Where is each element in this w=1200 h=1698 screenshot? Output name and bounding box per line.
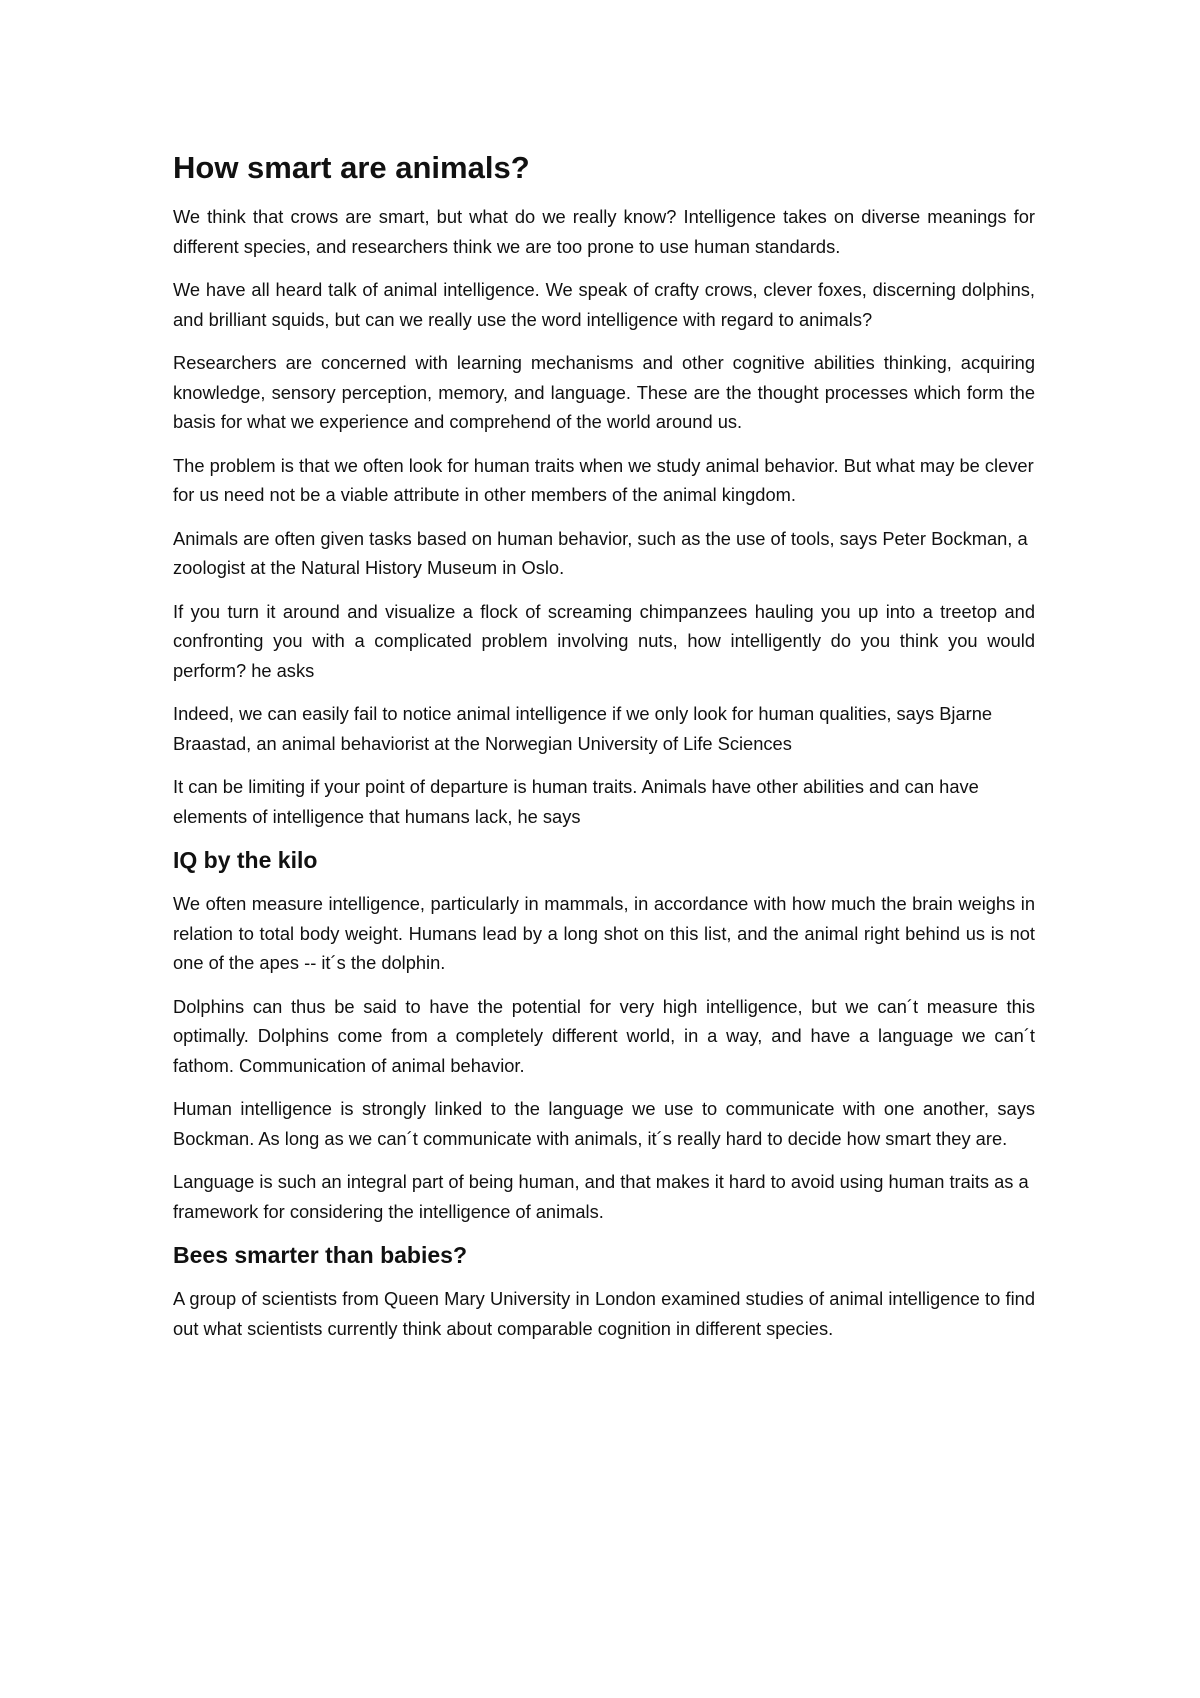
paragraph: Researchers are concerned with learning mechanisms and other cognitive abilities thinking, acquiring knowledge, sensory perception, memory, and language. These are the thought processes which form the basis for what we experience and comprehend of the world around us. (173, 352, 1035, 432)
paragraph: The problem is that we often look for human traits when we study animal behavior. But what may be clever for us need not be a viable attribute in other members of the animal kingdom. (173, 454, 1034, 505)
document-title: How smart are animals? (173, 150, 530, 185)
paragraph: Indeed, we can easily fail to notice animal intelligence if we only look for human qualities, says Bjarne Braastad, an animal behaviorist at the Norwegian University of Life Sciences (173, 703, 993, 754)
paragraph: It can be limiting if your point of departure is human traits. Animals have other abilities and can have elements of intelligence that humans lack, he says (173, 776, 979, 827)
section-heading-bees: Bees smarter than babies? (173, 1242, 468, 1268)
paragraph: Language is such an integral part of being human, and that makes it hard to avoid using human traits as a framework for considering the intelligence of animals. (173, 1171, 1029, 1222)
paragraph: We think that crows are smart, but what do we really know? Intelligence takes on diverse meanings for different species, and researchers think we are too prone to use human standards. (173, 206, 1035, 257)
paragraph: Animals are often given tasks based on human behavior, such as the use of tools, says Peter Bockman, a zoologist at the Natural History Museum in Oslo. (173, 527, 1028, 578)
paragraph: Dolphins can thus be said to have the potential for very high intelligence, but we can´t measure this optimally. Dolphins come from a completely different world, in a way, and have a language we can´t fathom. Communication of animal behavior. (173, 995, 1035, 1076)
paragraph: We have all heard talk of animal intelligence. We speak of crafty crows, clever foxes, discerning dolphins, and brilliant squids, but can we really use the word intelligence with regard to animals? (173, 279, 1035, 330)
paragraph: A group of scientists from Queen Mary University in London examined studies of animal intelligence to find out what scientists currently think about comparable cognition in different species. (173, 1288, 1035, 1339)
paragraph: If you turn it around and visualize a flock of screaming chimpanzees hauling you up into a treetop and confronting you with a complicated problem involving nuts, how intelligently do you think you would perform? he asks (173, 600, 1035, 681)
paragraph: Human intelligence is strongly linked to the language we use to communicate with one another, says Bockman. As long as we can´t communicate with animals, it´s really hard to decide how smart they are. (173, 1098, 1035, 1149)
paragraph: We often measure intelligence, particularly in mammals, in accordance with how much the brain weighs in relation to total body weight. Humans lead by a long shot on this list, and the animal right behind us is not one of the apes -- it´s the dolphin. (173, 893, 1035, 973)
section-heading-iq: IQ by the kilo (173, 847, 318, 873)
document-page (173, 148, 1035, 1357)
